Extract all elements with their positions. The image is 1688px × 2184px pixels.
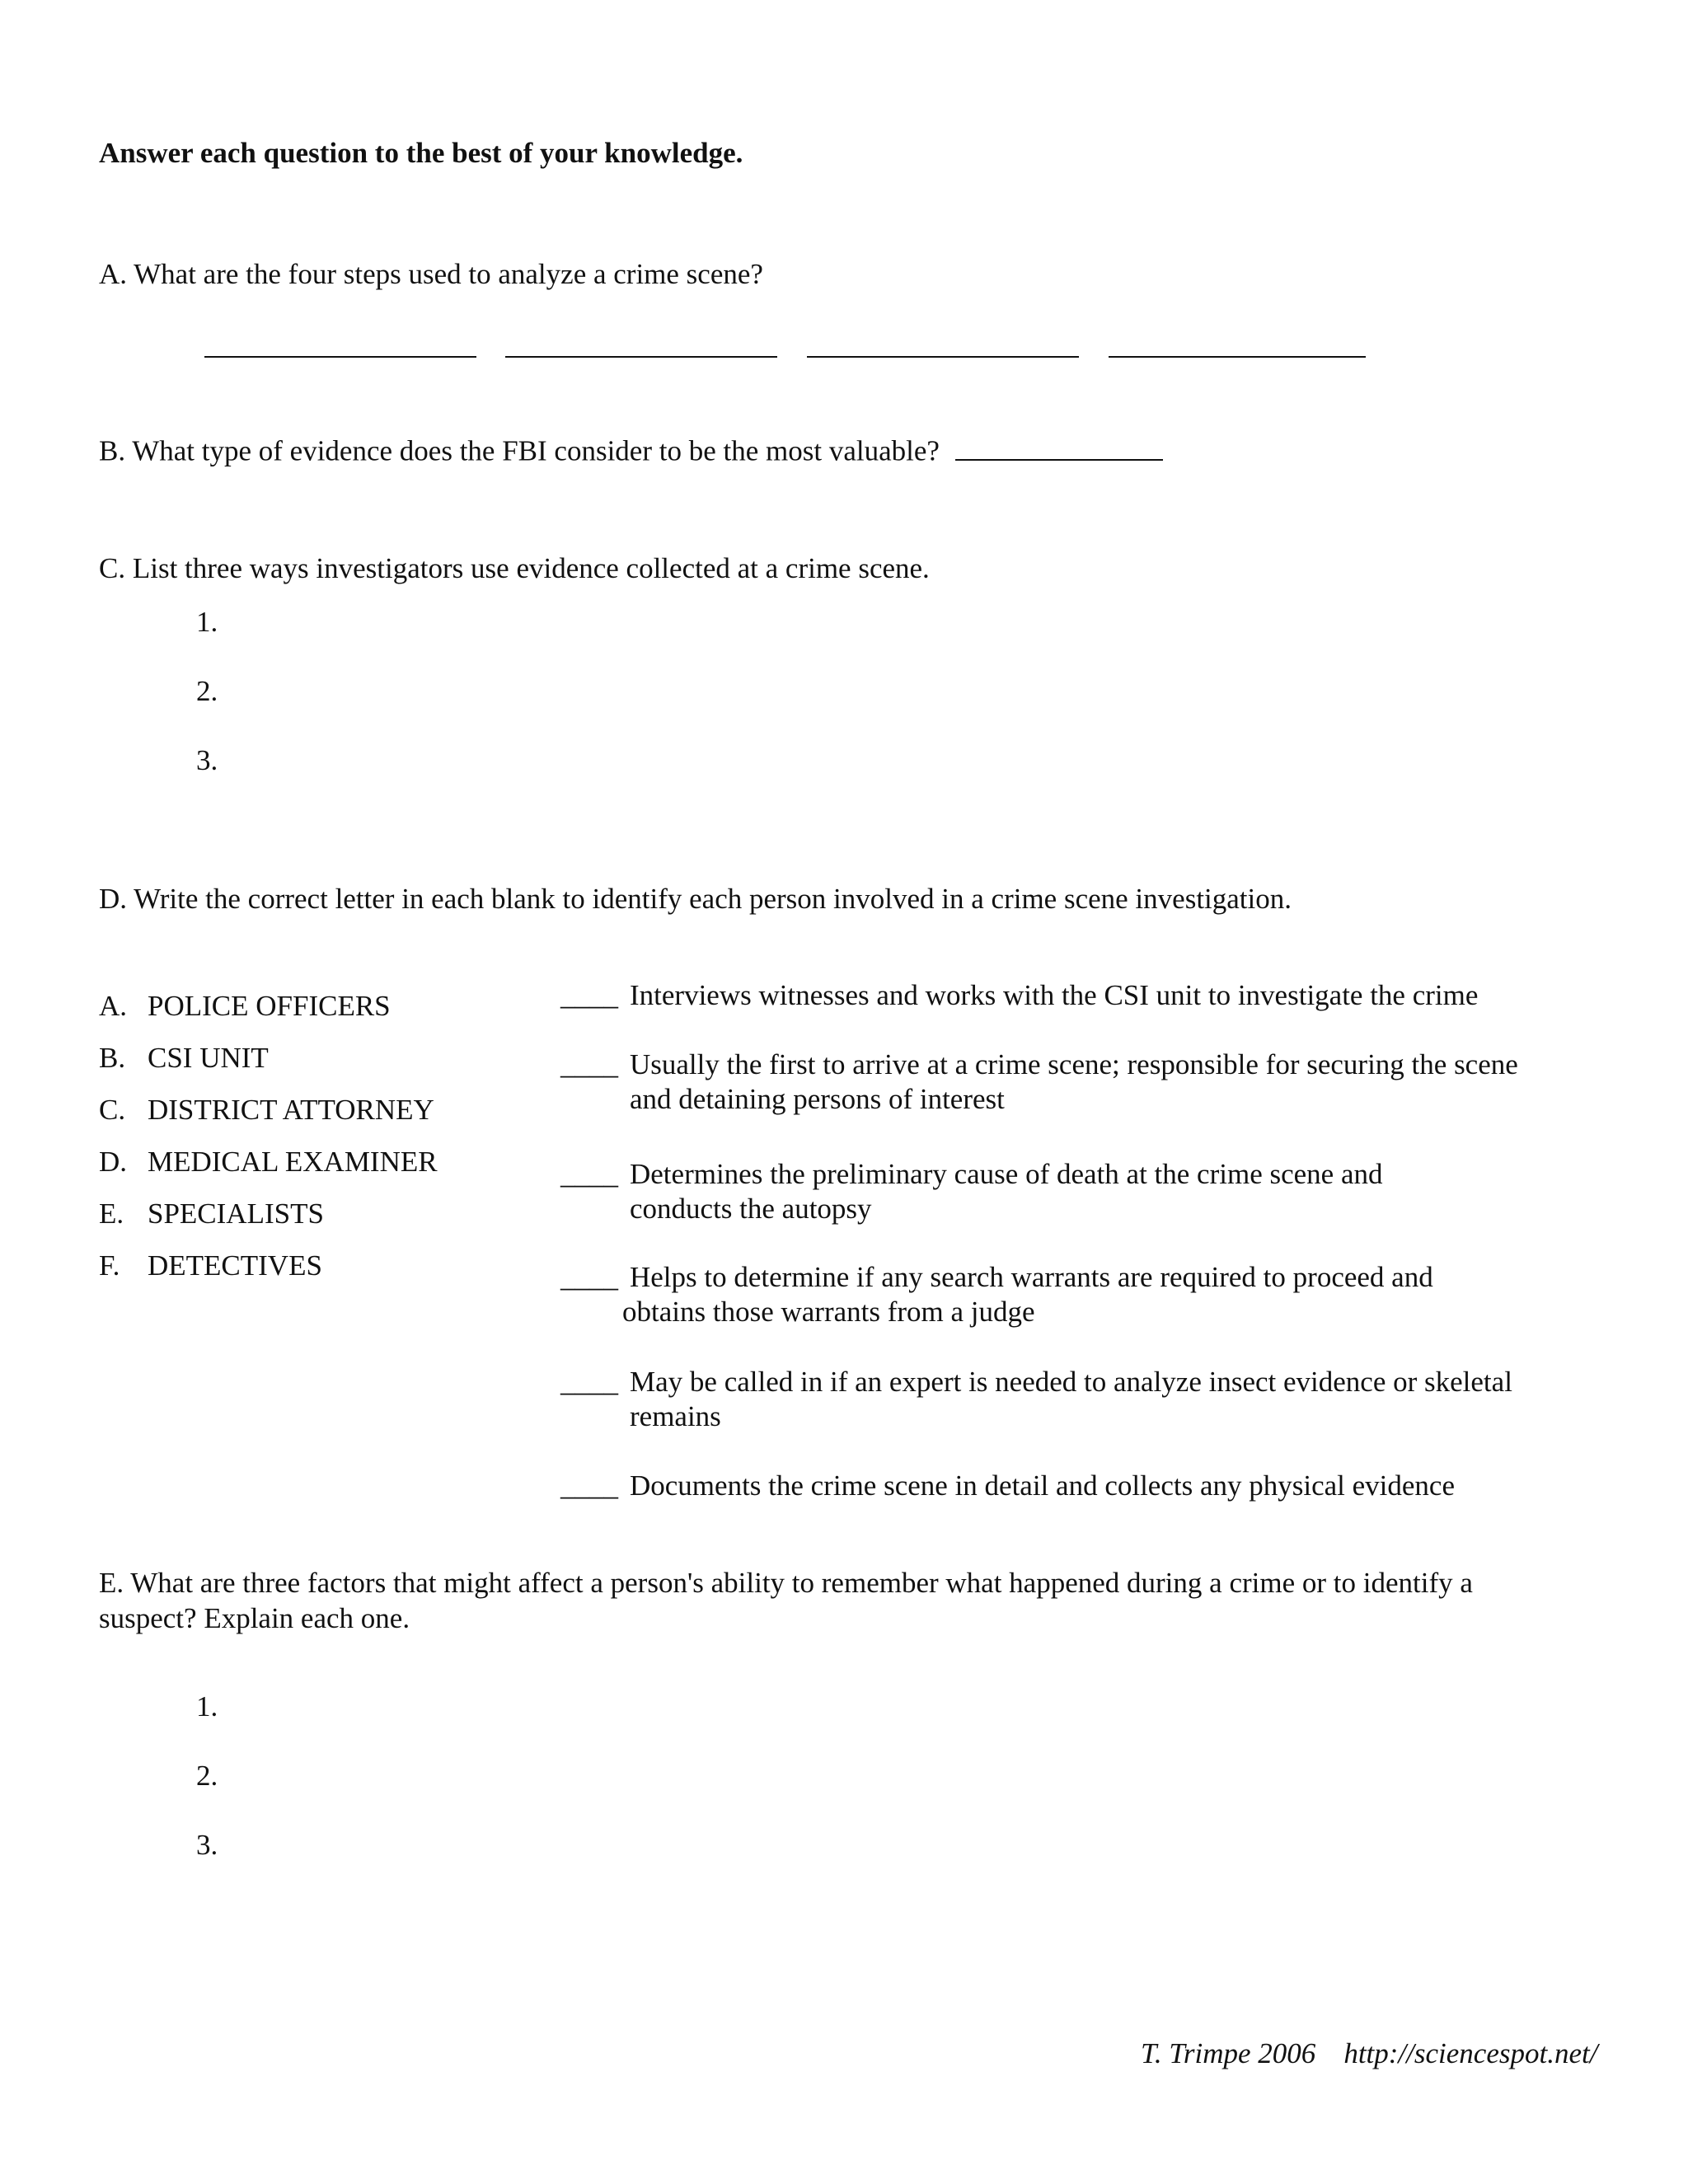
- footer-credit: [1141, 2039, 1597, 2068]
- choice-d: [99, 1147, 438, 1176]
- choice-c: [99, 1095, 434, 1124]
- description-2-line-1: Usually the first to arrive at a crime scene; responsible for securing the scene: [630, 1048, 1518, 1080]
- question-e-line-1: E. What are three factors that might affect a person's ability to remember what happened during a crime or to identify a: [99, 1567, 1473, 1599]
- answer-blank-a2[interactable]: [505, 356, 777, 358]
- description-1-line-1: Interviews witnesses and works with the CSI unit to investigate the crime: [630, 979, 1479, 1011]
- match-blank-3[interactable]: ____: [560, 1158, 618, 1190]
- question-e-item-2: 2.: [196, 1760, 218, 1792]
- description-3-line-2: conducts the autopsy: [630, 1193, 872, 1225]
- question-e-line-2: suspect? Explain each one.: [99, 1602, 410, 1634]
- question-c: C. List three ways investigators use evidence collected at a crime scene.: [99, 552, 930, 584]
- choice-letter: E.: [99, 1197, 124, 1230]
- question-a: A. What are the four steps used to analyze a crime scene?: [99, 258, 763, 290]
- choice-label: MEDICAL EXAMINER: [148, 1146, 438, 1178]
- choice-label: DISTRICT ATTORNEY: [148, 1094, 434, 1126]
- description-2-line-2: and detaining persons of interest: [630, 1083, 1005, 1115]
- choice-b: [99, 1043, 269, 1072]
- choice-letter: C.: [99, 1094, 126, 1126]
- description-4-line-2: obtains those warrants from a judge: [622, 1296, 1035, 1328]
- choice-e: [99, 1199, 324, 1228]
- match-blank-2[interactable]: ____: [560, 1048, 618, 1080]
- choice-f: [99, 1251, 322, 1280]
- match-blank-6[interactable]: ____: [560, 1469, 618, 1502]
- choice-label: SPECIALISTS: [148, 1197, 324, 1230]
- description-3-line-1: Determines the preliminary cause of death at the crime scene and: [630, 1158, 1383, 1190]
- question-c-item-3: 3.: [196, 744, 218, 776]
- footer-url[interactable]: http://sciencespot.net/: [1343, 2037, 1598, 2069]
- question-c-item-2: 2.: [196, 675, 218, 707]
- description-6-line-1: Documents the crime scene in detail and collects any physical evidence: [630, 1469, 1456, 1502]
- choice-letter: F.: [99, 1249, 120, 1282]
- question-c-item-1: 1.: [196, 606, 218, 638]
- answer-blank-a4[interactable]: [1109, 356, 1366, 358]
- choice-letter: D.: [99, 1146, 128, 1178]
- choice-letter: A.: [99, 990, 128, 1022]
- choice-label: POLICE OFFICERS: [148, 990, 391, 1022]
- answer-blank-a3[interactable]: [807, 356, 1079, 358]
- choice-label: CSI UNIT: [148, 1042, 269, 1074]
- choice-letter: B.: [99, 1042, 126, 1074]
- question-e-item-1: 1.: [196, 1690, 218, 1722]
- match-blank-4[interactable]: ____: [560, 1261, 618, 1293]
- description-5-line-2: remains: [630, 1400, 721, 1432]
- description-5-line-1: May be called in if an expert is needed to analyze insect evidence or skeletal: [630, 1366, 1512, 1398]
- answer-blank-b[interactable]: [955, 433, 1163, 461]
- answer-blank-a1[interactable]: [204, 356, 476, 358]
- question-b: [99, 433, 1163, 466]
- choice-label: DETECTIVES: [148, 1249, 322, 1282]
- match-blank-1[interactable]: ____: [560, 979, 618, 1011]
- question-d: D. Write the correct letter in each blank to identify each person involved in a crime scene investigation.: [99, 883, 1292, 915]
- instructions-heading: Answer each question to the best of your knowledge.: [99, 137, 743, 169]
- footer-author: T. Trimpe 2006: [1141, 2037, 1316, 2069]
- choice-a: [99, 991, 391, 1020]
- question-e-item-3: 3.: [196, 1829, 218, 1861]
- description-4-line-1: Helps to determine if any search warrants are required to proceed and: [630, 1261, 1433, 1293]
- match-blank-5[interactable]: ____: [560, 1366, 618, 1398]
- question-b-text: B. What type of evidence does the FBI consider to be the most valuable?: [99, 434, 940, 467]
